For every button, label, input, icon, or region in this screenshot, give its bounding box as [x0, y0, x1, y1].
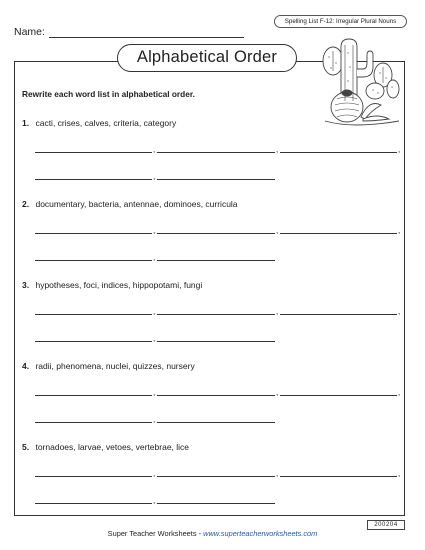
- comma: ,: [153, 172, 156, 181]
- answer-blank[interactable]: [280, 233, 397, 234]
- answer-blank[interactable]: [280, 395, 397, 396]
- question-3: [22, 280, 202, 290]
- comma: ,: [153, 469, 156, 478]
- comma: ,: [153, 307, 156, 316]
- comma: ,: [276, 226, 279, 235]
- answer-blank[interactable]: [35, 395, 152, 396]
- footer-link[interactable]: www.superteacherworksheets.com: [203, 529, 318, 538]
- question-number: 2.: [22, 199, 30, 209]
- comma: ,: [276, 307, 279, 316]
- question-number: 3.: [22, 280, 30, 290]
- word-list: tornadoes, larvae, vetoes, vertebrae, lice: [35, 442, 190, 452]
- question-5: [22, 442, 189, 452]
- answer-blank[interactable]: [35, 341, 152, 342]
- comma: ,: [398, 469, 401, 478]
- comma: ,: [153, 496, 156, 505]
- comma: ,: [153, 253, 156, 262]
- comma: ,: [398, 388, 401, 397]
- answer-blank[interactable]: [157, 179, 275, 180]
- answer-blank[interactable]: [280, 314, 397, 315]
- comma: ,: [276, 469, 279, 478]
- comma: ,: [153, 415, 156, 424]
- question-2: [22, 199, 238, 209]
- comma: ,: [153, 145, 156, 154]
- answer-blank[interactable]: [157, 233, 275, 234]
- answer-blank[interactable]: [35, 233, 152, 234]
- answer-blank[interactable]: [35, 179, 152, 180]
- footer-text: Super Teacher Worksheets -: [107, 529, 204, 538]
- name-label: Name:: [14, 26, 45, 38]
- comma: ,: [398, 307, 401, 316]
- answer-blank[interactable]: [35, 476, 152, 477]
- word-list: hypotheses, foci, indices, hippopotami, fungi: [35, 280, 203, 290]
- comma: ,: [153, 334, 156, 343]
- footer: [0, 529, 425, 538]
- cactus-illustration: [303, 33, 403, 133]
- question-1: [22, 118, 176, 128]
- name-line[interactable]: [49, 37, 244, 38]
- question-number: 5.: [22, 442, 30, 452]
- answer-blank[interactable]: [35, 314, 152, 315]
- answer-blank[interactable]: [157, 341, 275, 342]
- answer-blank[interactable]: [280, 476, 397, 477]
- answer-blank[interactable]: [157, 476, 275, 477]
- word-list: documentary, bacteria, antennae, dominoes, curricula: [35, 199, 238, 209]
- comma: ,: [153, 226, 156, 235]
- comma: ,: [153, 388, 156, 397]
- comma: ,: [276, 388, 279, 397]
- instructions: Rewrite each word list in alphabetical order.: [22, 89, 195, 99]
- answer-blank[interactable]: [157, 152, 275, 153]
- answer-blank[interactable]: [157, 422, 275, 423]
- answer-blank[interactable]: [35, 152, 152, 153]
- question-number: 1.: [22, 118, 30, 128]
- spelling-list-tag: Spelling List F-12: Irregular Plural Nouns: [274, 15, 407, 28]
- question-number: 4.: [22, 361, 30, 371]
- word-list: cacti, crises, calves, criteria, category: [35, 118, 177, 128]
- worksheet-code: 200204: [367, 520, 405, 530]
- answer-blank[interactable]: [157, 503, 275, 504]
- comma: ,: [276, 145, 279, 154]
- answer-blank[interactable]: [157, 314, 275, 315]
- answer-blank[interactable]: [35, 503, 152, 504]
- question-4: [22, 361, 195, 371]
- answer-blank[interactable]: [157, 260, 275, 261]
- answer-blank[interactable]: [280, 152, 397, 153]
- comma: ,: [398, 145, 401, 154]
- word-list: radii, phenomena, nuclei, quizzes, nursery: [35, 361, 195, 371]
- answer-blank[interactable]: [35, 422, 152, 423]
- comma: ,: [398, 226, 401, 235]
- answer-blank[interactable]: [157, 395, 275, 396]
- answer-blank[interactable]: [35, 260, 152, 261]
- page-title: Alphabetical Order: [117, 44, 297, 72]
